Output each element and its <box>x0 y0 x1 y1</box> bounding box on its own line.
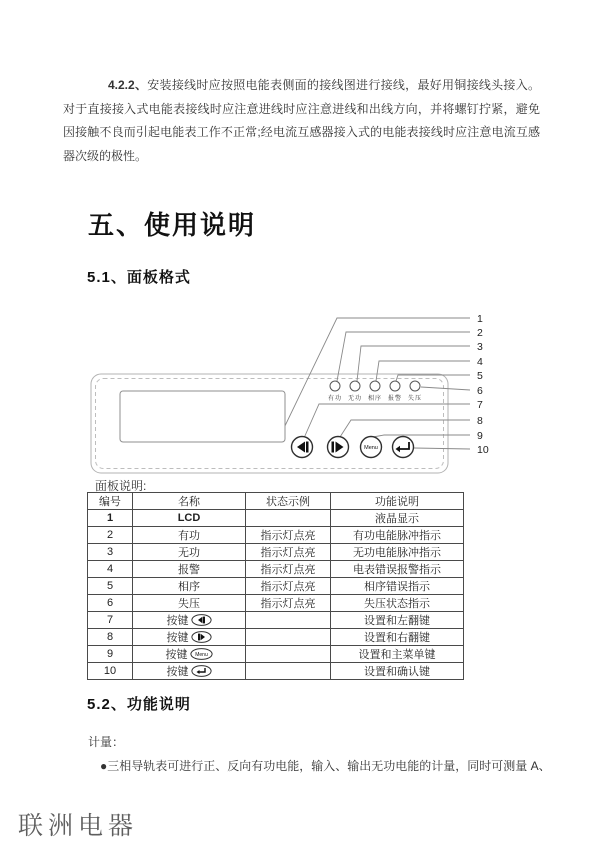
led-reactive-power <box>350 381 360 391</box>
callout-7: 7 <box>477 399 483 411</box>
section-title-5: 五、使用说明 <box>88 210 257 240</box>
next-key-bar <box>332 442 335 453</box>
col-header-no: 编号 <box>88 493 133 510</box>
subsection-title-5-1: 5.1、面板格式 <box>87 269 191 286</box>
callout-10: 10 <box>477 444 489 456</box>
paragraph-number: 4.2.2、 <box>108 78 148 92</box>
callout-1: 1 <box>477 313 483 325</box>
bullet-item-metering: ●三相导轨表可进行正、反向有功电能，输入、输出无功电能的计量，同时可测量 A、 <box>100 759 551 773</box>
led-label: 报警 <box>387 396 403 402</box>
table-row: 4 报警 指示灯点亮 电表错误报警指示 <box>88 561 464 578</box>
led-label: 无功 <box>347 396 363 402</box>
table-row: 1 LCD 液晶显示 <box>88 510 464 527</box>
prev-key-bar <box>306 442 309 453</box>
prev-key-icon <box>191 614 212 626</box>
callout-4: 4 <box>477 356 483 368</box>
table-row: 6 失压 指示灯点亮 失压状态指示 <box>88 595 464 612</box>
callout-3: 3 <box>477 341 483 353</box>
enter-button <box>393 437 414 458</box>
led-label: 失压 <box>407 396 423 402</box>
table-row: 5 相序 指示灯点亮 相序错误指示 <box>88 578 464 595</box>
lcd-screen <box>120 391 285 442</box>
callout-6: 6 <box>477 385 483 397</box>
callout-2: 2 <box>477 327 483 339</box>
callout-9: 9 <box>477 430 483 442</box>
led-label: 有功 <box>327 396 343 402</box>
panel-note-label: 面板说明: <box>95 479 147 493</box>
company-watermark: 联洲电器 <box>18 812 139 840</box>
svg-text:Menu: Menu <box>194 652 208 658</box>
col-header-desc: 功能说明 <box>331 493 464 510</box>
metering-label: 计量： <box>88 735 125 749</box>
table-row: 9 按键 Menu 设置和主菜单键 <box>88 646 464 663</box>
panel-buttons <box>292 437 414 458</box>
table-row: 3 无功 指示灯点亮 无功电能脉冲指示 <box>88 544 464 561</box>
paragraph-text: 安装接线时应按照电能表侧面的接线图进行接线，最好用铜接线头接入。对于直接接入式电能表接线时应注意进线时应注意进线和出线方向，并将螺钉拧紧，避免因接触不良而引起电能表工作不正常;经电流互感器接入式的电能表接线时应注意电流互感器次级的极性。 <box>63 78 540 163</box>
indicator-leds <box>328 381 422 402</box>
menu-key-icon: Menu <box>364 445 378 451</box>
col-header-name: 名称 <box>133 493 246 510</box>
led-phase-sequence <box>370 381 380 391</box>
table-header-row <box>88 493 464 510</box>
callout-numbers <box>477 313 489 456</box>
callout-8: 8 <box>477 415 483 427</box>
table-row: 10 按键 设置和确认键 <box>88 663 464 680</box>
table-row: 7 按键 设置和左翻键 <box>88 612 464 629</box>
led-label: 相序 <box>367 396 383 402</box>
led-voltage-loss <box>410 381 420 391</box>
next-key-icon <box>191 631 212 643</box>
callout-5: 5 <box>477 370 483 382</box>
enter-key-icon <box>191 665 212 677</box>
led-active-power <box>330 381 340 391</box>
menu-key-icon <box>190 648 213 660</box>
panel-description-table <box>87 492 464 680</box>
col-header-status: 状态示例 <box>246 493 331 510</box>
table-row: 8 按键 设置和右翻键 <box>88 629 464 646</box>
table-row: 2 有功 指示灯点亮 有功电能脉冲指示 <box>88 527 464 544</box>
subsection-title-5-2: 5.2、功能说明 <box>87 696 191 713</box>
led-alarm <box>390 381 400 391</box>
